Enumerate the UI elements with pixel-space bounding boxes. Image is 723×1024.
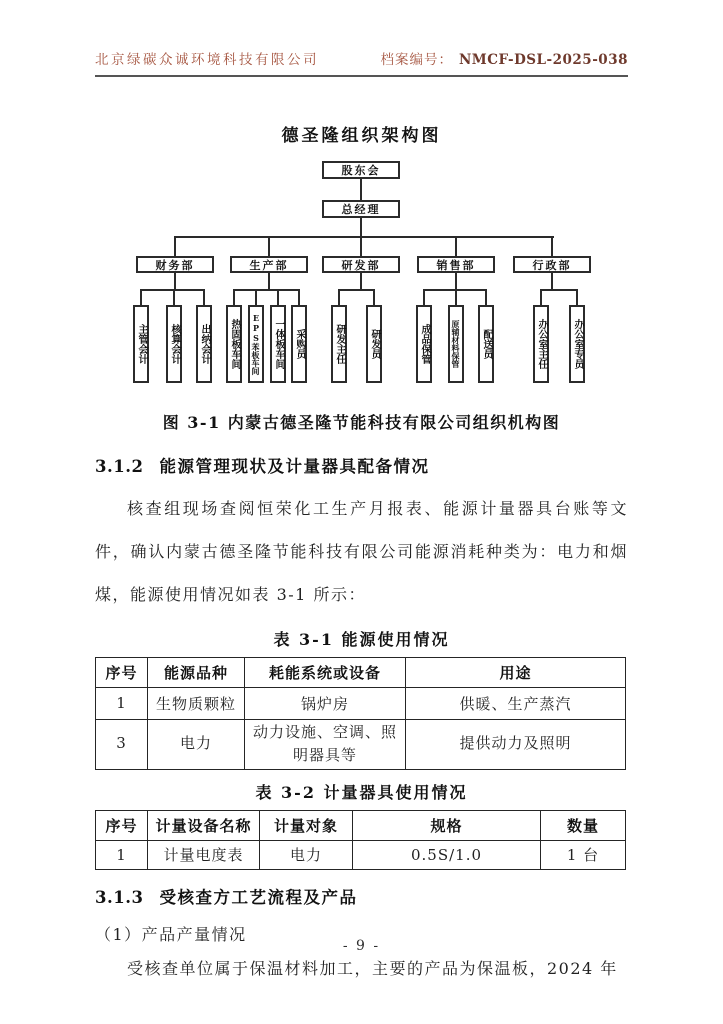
connector-line <box>540 289 578 291</box>
connector-line <box>360 179 362 201</box>
connector-line <box>233 289 300 291</box>
orgchart-box-rnd: 研发部 <box>322 256 400 273</box>
figure-caption: 图 3-1 内蒙古德圣隆节能科技有限公司组织机构图 <box>162 413 561 432</box>
column-header: 计量设备名称 <box>148 810 260 840</box>
table-cell: 电力 <box>148 719 245 769</box>
table-cell: 1 <box>96 840 148 869</box>
orgchart-box-production: 生产部 <box>230 256 308 273</box>
connector-line <box>255 289 257 305</box>
connector-line <box>268 236 270 256</box>
section-heading-313 <box>95 884 628 908</box>
section-heading-312 <box>95 453 628 477</box>
archive-number <box>380 48 628 68</box>
orgchart-box-chief-accountant: 主管会计 <box>133 305 149 383</box>
table-cell: 生物质颗粒 <box>148 687 245 719</box>
table-cell: 动力设施、空调、照明器具等 <box>245 719 406 769</box>
column-header: 能源品种 <box>148 657 245 687</box>
connector-line <box>485 289 487 305</box>
connector-line <box>455 289 457 305</box>
table-cell: 锅炉房 <box>245 687 406 719</box>
page-number: - 9 - <box>342 938 381 954</box>
table-cell: 3 <box>96 719 148 769</box>
table-row <box>96 687 626 719</box>
connector-line <box>338 289 340 305</box>
orgchart-box-office-director: 办公室主任 <box>533 305 549 383</box>
table-3-2 <box>95 810 626 870</box>
orgchart-diagram <box>95 158 628 388</box>
connector-line <box>233 289 235 305</box>
orgchart-box-admin: 行政部 <box>513 256 591 273</box>
orgchart-box-eps-workshop: EPS苯板车间 <box>248 305 264 383</box>
column-header: 计量对象 <box>260 810 353 840</box>
paragraph-313: 受核查单位属于保温材料加工，主要的产品为保温板，2024 年 <box>127 958 618 978</box>
connector-line <box>360 217 362 238</box>
column-header: 耗能系统或设备 <box>245 657 406 687</box>
table-cell: 计量电度表 <box>148 840 260 869</box>
section-title: 受核查方工艺流程及产品 <box>159 887 358 907</box>
connector-line <box>540 289 542 305</box>
orgchart-box-purchaser: 采购员 <box>291 305 307 383</box>
table-3-1 <box>95 657 626 770</box>
orgchart-box-integrated-workshop: 一体板车间 <box>270 305 286 383</box>
table-cell: 1 台 <box>541 840 626 869</box>
company-name: 北京绿碳众诚环境科技有限公司 <box>95 52 319 68</box>
document-header <box>95 48 628 77</box>
connector-line <box>551 236 553 256</box>
table-header-row <box>96 657 626 687</box>
connector-line <box>174 236 176 256</box>
orgchart-box-accounting: 核算会计 <box>166 305 182 383</box>
paragraph-312: 核查组现场查阅恒荣化工生产月报表、能源计量器具台账等文件，确认内蒙古德圣隆节能科技有限公司能源消耗种类为：电力和烟煤，能源使用情况如表 3-1 所示： <box>95 499 628 605</box>
connector-line <box>576 289 578 305</box>
column-header: 序号 <box>96 657 148 687</box>
column-header: 规格 <box>353 810 541 840</box>
orgchart-box-rnd-staff: 研发员 <box>366 305 382 383</box>
connector-line <box>360 236 362 256</box>
table-cell: 1 <box>96 687 148 719</box>
table-cell: 提供动力及照明 <box>406 719 626 769</box>
orgchart-box-sales: 销售部 <box>417 256 495 273</box>
page-content <box>95 48 628 990</box>
archive-code: NMCF-DSL-2025-038 <box>458 52 628 68</box>
table-row <box>96 719 626 769</box>
orgchart-box-raw-materials: 原辅材料保管 <box>448 305 464 383</box>
sub-item-product-output: （1）产品产量情况 <box>95 924 247 944</box>
connector-line <box>277 289 279 305</box>
orgchart-box-finished-goods: 成品保管 <box>416 305 432 383</box>
section-number: 3.1.2 <box>95 457 144 476</box>
orgchart-box-root: 股东会 <box>322 161 400 179</box>
orgchart-box-manager: 总经理 <box>322 200 400 218</box>
table-header-row <box>96 810 626 840</box>
table-cell: 0.5S/1.0 <box>353 840 541 869</box>
table-3-2-title: 表 3-2 计量器具使用情况 <box>255 782 468 802</box>
orgchart-box-finance: 财务部 <box>136 256 214 273</box>
connector-line <box>203 289 205 305</box>
orgchart-box-rnd-director: 研发主任 <box>331 305 347 383</box>
section-title: 能源管理现状及计量器具配备情况 <box>159 457 430 476</box>
orgchart-box-thermoset-workshop: 热固板车间 <box>226 305 242 383</box>
connector-line <box>423 289 425 305</box>
connector-line <box>298 289 300 305</box>
column-header: 数量 <box>541 810 626 840</box>
table-3-1-title: 表 3-1 能源使用情况 <box>273 629 450 649</box>
column-header: 用途 <box>406 657 626 687</box>
archive-label: 档案编号： <box>380 52 453 68</box>
connector-line <box>173 289 175 305</box>
connector-line <box>338 289 375 291</box>
table-row <box>96 840 626 869</box>
orgchart-box-cashier: 出纳会计 <box>196 305 212 383</box>
table-cell: 电力 <box>260 840 353 869</box>
connector-line <box>140 289 142 305</box>
column-header: 序号 <box>96 810 148 840</box>
orgchart-box-delivery: 配送员 <box>478 305 494 383</box>
section-number: 3.1.3 <box>95 887 144 907</box>
table-cell: 供暖、生产蒸汽 <box>406 687 626 719</box>
connector-line <box>373 289 375 305</box>
connector-line <box>455 236 457 256</box>
orgchart-title: 德圣隆组织架构图 <box>281 126 442 146</box>
orgchart-box-office-specialist: 办公室专员 <box>569 305 585 383</box>
connector-line <box>174 236 554 238</box>
